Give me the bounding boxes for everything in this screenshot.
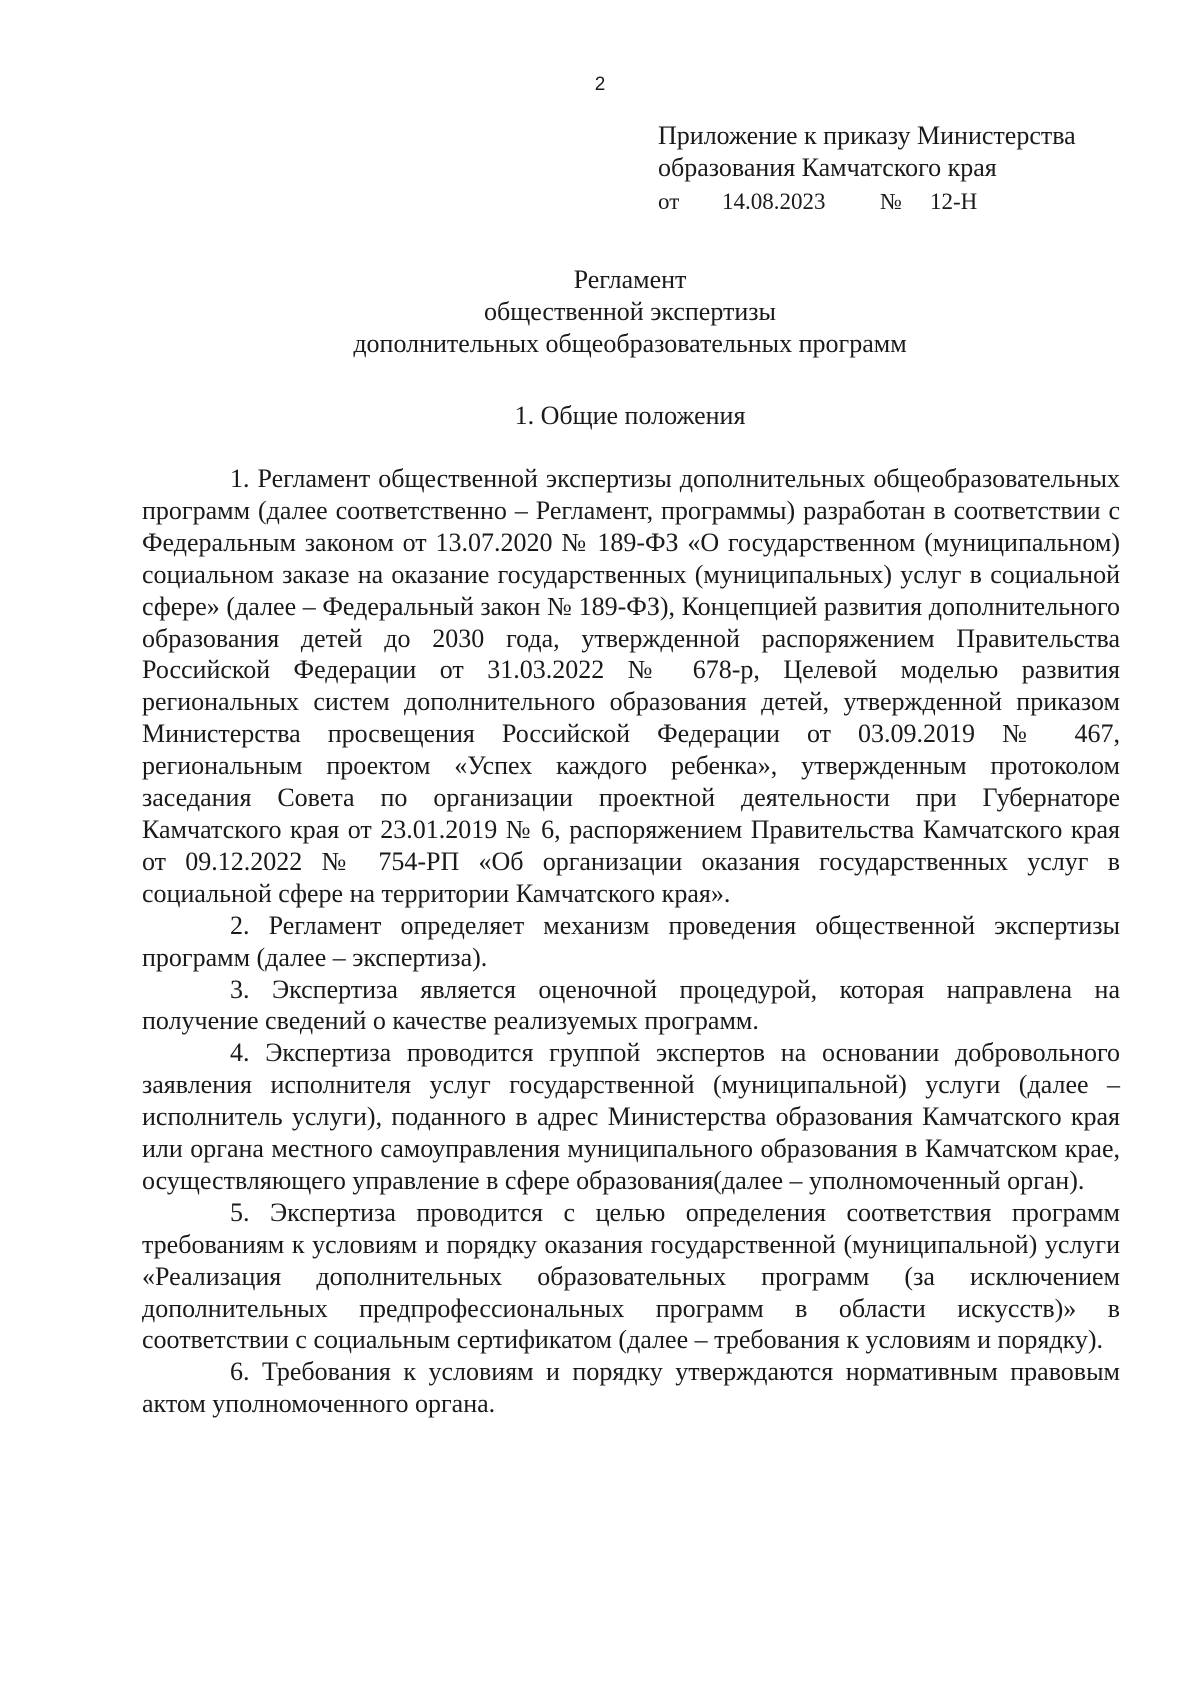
paragraph-5: 5. Экспертиза проводится с целью определения соответствия программ требованиям к условиям и порядку оказания государственной (муниципальной) услуги «Реализация дополнительных образовательных программ (за исключением дополнительных предпрофессиональных программ в области искусств)» в соответствии с социальным сертификатом (далее – требования к условиям и порядку). xyxy=(142,1197,1120,1355)
document-title xyxy=(0,264,1200,360)
title-line-2: общественной экспертизы xyxy=(483,297,777,326)
paragraph-6: 6. Требования к условиям и порядку утверждаются нормативным правовым актом уполномоченного органа. xyxy=(142,1357,1120,1419)
page-number: 2 xyxy=(594,74,606,95)
title-line-1: Регламент xyxy=(573,265,687,294)
paragraph-4: 4. Экспертиза проводится группой экспертов на основании добровольного заявления исполнителя услуг государственной (муниципальной) услуги (далее – исполнитель услуги), поданного в адрес Министерства образования Камчатского края или органа местного самоуправления муниципального образования в Камчатском крае, осуществляющего управление в сфере образования(далее – уполномоченный орган). xyxy=(142,1038,1120,1195)
order-number-sign: № xyxy=(880,189,902,214)
order-from-label: от xyxy=(658,189,680,214)
appendix-line-1: Приложение к приказу Министерства xyxy=(658,121,1076,150)
paragraph-2: 2. Регламент определяет механизм проведения общественной экспертизы программ (далее – экспертиза). xyxy=(142,910,1120,972)
document-body xyxy=(142,463,1120,1420)
title-line-3: дополнительных общеобразовательных программ xyxy=(353,329,907,358)
paragraph-1: 1. Регламент общественной экспертизы дополнительных общеобразовательных программ (далее соответственно – Регламент, программы) разработан в соответствии с Федеральным законом от 13.07.2020 № 189-ФЗ «О государственном (муниципальном) социальном заказе на оказание государственных (муниципальных) услуг в социальной сфере» (далее – Федеральный закон № 189-ФЗ), Концепцией развития дополнительного образования детей до 2030 года, утвержденной распоряжением Правительства Российской Федерации от 31.03.2022 № 678-р, Целевой моделью развития региональных систем дополнительного образования детей, утвержденной приказом Министерства просвещения Российской Федерации от 03.09.2019 № 467, региональным проектом «Успех каждого ребенка», утвержденным протоколом заседания Совета по организации проектной деятельности при Губернаторе Камчатского края от 23.01.2019 № 6, распоряжением Правительства Камчатского края от 09.12.2022 № 754-РП «Об организации оказания государственных услуг в социальной сфере на территории Камчатского края». xyxy=(142,464,1120,908)
appendix-block xyxy=(658,120,1178,216)
order-number: 12-Н xyxy=(930,189,978,214)
order-date: 14.08.2023 xyxy=(722,189,826,214)
section-heading: 1. Общие положения xyxy=(514,401,746,430)
order-details xyxy=(658,184,1178,216)
paragraph-3: 3. Экспертиза является оценочной процедурой, которая направлена на получение сведений о качестве реализуемых программ. xyxy=(142,974,1120,1036)
appendix-line-2: образования Камчатского края xyxy=(658,153,997,182)
